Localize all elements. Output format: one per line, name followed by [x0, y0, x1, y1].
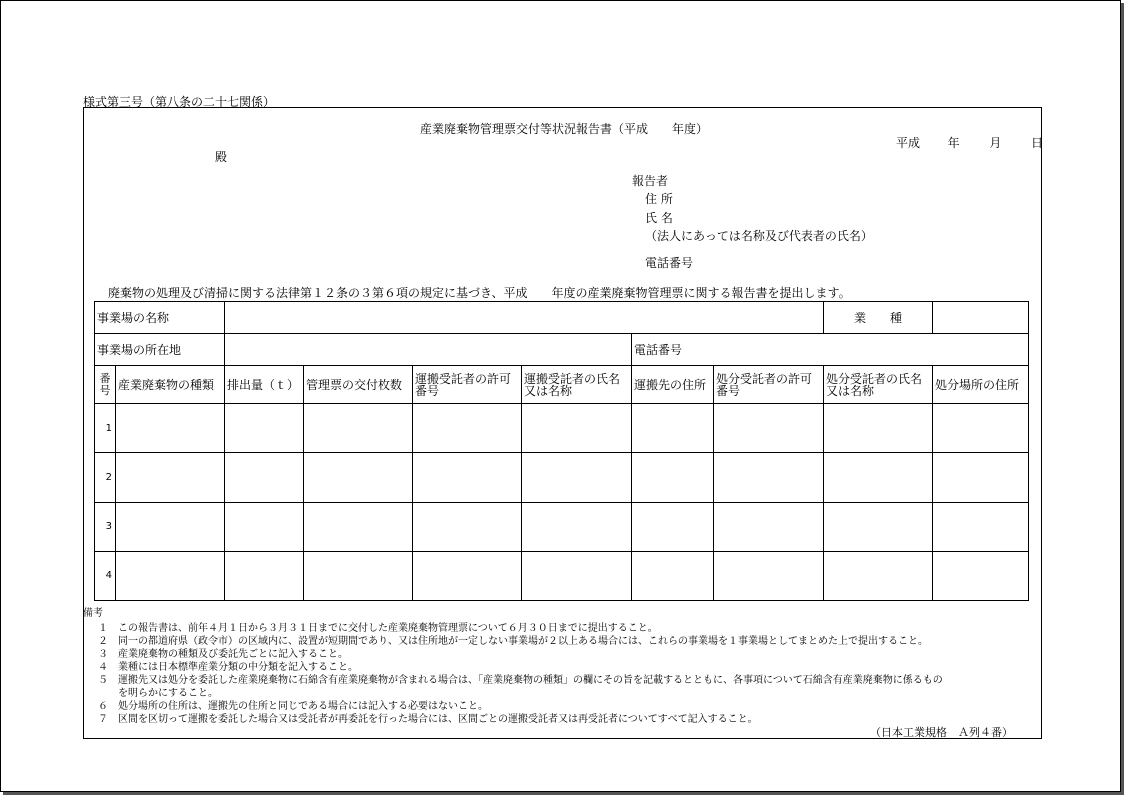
report-table: [94, 301, 1029, 601]
table-cell[interactable]: [824, 404, 933, 453]
table-row: [95, 404, 1029, 453]
note-item: １ この報告書は、前年４月１日から３月３１日までに交付した産業廃棄物管理票について６月３０日までに提出すること。: [98, 623, 658, 634]
table-cell[interactable]: [632, 404, 714, 453]
table-cell[interactable]: [824, 551, 933, 600]
col-disposal-permit: [714, 366, 824, 404]
table-cell[interactable]: [824, 453, 933, 502]
table-cell[interactable]: [632, 551, 714, 600]
site-phone-label: 電話番号: [634, 343, 683, 358]
reporter-phone-label: 電話番号: [645, 256, 694, 270]
table-cell[interactable]: [714, 453, 824, 502]
reporter-name-label: 氏 名: [645, 211, 673, 225]
table-cell[interactable]: [522, 404, 632, 453]
reporter-corp-note: （法人にあっては名称及び代表者の氏名）: [645, 229, 873, 243]
table-row: [95, 551, 1029, 600]
note-item: ５ 運搬先又は処分を委託した産業廃棄物に石綿含有産業廃棄物が含まれる場合は、「産業廃棄物の種類」の欄にその旨を記載するとともに、各事項について石綿含有産業廃棄物に係るもの: [98, 675, 943, 686]
table-cell[interactable]: [522, 453, 632, 502]
col-transport-permit: [413, 366, 522, 404]
col-destination: 運搬先の住所: [632, 366, 714, 404]
col-disposal-permit-line1: 処分受託者の許可: [716, 371, 813, 386]
note-item: ３ 産業廃棄物の種類及び委託先ごとに記入すること。: [98, 649, 348, 660]
note-item: ６ 処分場所の住所は、運搬先の住所と同じである場合には記入する必要はないこと。: [98, 701, 488, 712]
col-manifest-count: 管理票の交付枚数: [304, 366, 413, 404]
report-date: [896, 134, 1043, 151]
site-location-field[interactable]: [225, 334, 632, 366]
col-number: [95, 366, 116, 404]
industry-field[interactable]: [933, 302, 1029, 334]
table-cell[interactable]: [824, 502, 933, 551]
submission-statement: 廃棄物の処理及び清掃に関する法律第１２条の３第６項の規定に基づき、平成 年度の産業廃棄物管理票に関する報告書を提出します。: [108, 286, 851, 300]
col-disposal-site: 処分場所の住所: [933, 366, 1029, 404]
col-disposal-name: [824, 366, 933, 404]
table-cell[interactable]: [413, 404, 522, 453]
table-cell[interactable]: [304, 404, 413, 453]
table-cell[interactable]: [225, 404, 304, 453]
table-cell[interactable]: [714, 404, 824, 453]
col-amount: 排出量（ｔ）: [225, 366, 304, 404]
col-disposal-permit-line2: 番号: [716, 383, 741, 398]
table-cell[interactable]: [933, 453, 1029, 502]
row-number: 4: [95, 551, 116, 600]
row-number: 1: [95, 404, 116, 453]
note-item: ４ 業種には日本標準産業分類の中分類を記入すること。: [98, 662, 358, 673]
date-era: 平成: [896, 136, 921, 150]
industry-label: 業 種: [824, 302, 933, 334]
col-waste-type: 産業廃棄物の種類: [116, 366, 225, 404]
site-name-field[interactable]: [225, 302, 824, 334]
col-transport-name-line1: 運搬受託者の氏名: [524, 371, 621, 386]
site-location-row: [95, 334, 1029, 366]
table-cell[interactable]: [413, 502, 522, 551]
table-cell[interactable]: [522, 502, 632, 551]
column-header-row: [95, 366, 1029, 404]
col-disposal-name-line1: 処分受託者の氏名: [826, 371, 923, 386]
table-cell[interactable]: [225, 551, 304, 600]
date-day: 日: [1031, 136, 1044, 150]
note-item: を明らかにすること。: [98, 688, 218, 699]
form-title: 産業廃棄物管理票交付等状況報告書（平成 年度）: [420, 122, 709, 136]
table-cell[interactable]: [225, 453, 304, 502]
table-row: [95, 502, 1029, 551]
jis-size-note: （日本工業規格 Ａ列４番）: [870, 726, 1013, 739]
table-cell[interactable]: [933, 404, 1029, 453]
note-item: ２ 同一の都道府県（政令市）の区域内に、設置が短期間であり、又は住所地が一定しない事業場が２以上ある場合には、これらの事業場を１事業場としてまとめた上で提出すること。: [98, 636, 928, 647]
col-transport-permit-line1: 運搬受託者の許可: [415, 371, 512, 386]
table-cell[interactable]: [116, 502, 225, 551]
table-cell[interactable]: [304, 453, 413, 502]
reporter-address-label: 住 所: [645, 192, 673, 206]
col-number-line2: 号: [99, 383, 111, 397]
table-cell[interactable]: [714, 502, 824, 551]
reporter-heading: 報告者: [632, 174, 669, 188]
col-disposal-name-line2: 又は名称: [826, 383, 875, 398]
row-number: 2: [95, 453, 116, 502]
table-cell[interactable]: [933, 551, 1029, 600]
site-location-label: 事業場の所在地: [95, 334, 225, 366]
table-cell[interactable]: [933, 502, 1029, 551]
table-cell[interactable]: [632, 453, 714, 502]
table-cell[interactable]: [304, 502, 413, 551]
table-cell[interactable]: [116, 453, 225, 502]
table-row: [95, 453, 1029, 502]
table-cell[interactable]: [714, 551, 824, 600]
note-item: ７ 区間を区切って運搬を委託した場合又は受託者が再委託を行った場合には、区間ごとの運搬受託者又は再受託者についてすべて記入すること。: [98, 714, 758, 725]
table-cell[interactable]: [522, 551, 632, 600]
col-transport-name-line2: 又は名称: [524, 383, 573, 398]
site-phone-cell[interactable]: [632, 334, 1029, 366]
col-transport-permit-line2: 番号: [415, 383, 440, 398]
date-month: 月: [989, 136, 1002, 150]
form-reference: 様式第三号（第八条の二十七関係）: [83, 95, 276, 109]
table-cell[interactable]: [116, 551, 225, 600]
row-number: 3: [95, 502, 116, 551]
table-cell[interactable]: [632, 502, 714, 551]
addressee-honorific: 殿: [215, 150, 228, 164]
table-cell[interactable]: [304, 551, 413, 600]
site-name-label: 事業場の名称: [95, 302, 225, 334]
col-number-line1: 番: [99, 371, 111, 385]
col-transport-name: [522, 366, 632, 404]
table-cell[interactable]: [225, 502, 304, 551]
site-name-row: [95, 302, 1029, 334]
notes-heading: 備考: [83, 608, 103, 619]
table-cell[interactable]: [413, 453, 522, 502]
table-cell[interactable]: [116, 404, 225, 453]
date-year: 年: [947, 136, 960, 150]
table-cell[interactable]: [413, 551, 522, 600]
